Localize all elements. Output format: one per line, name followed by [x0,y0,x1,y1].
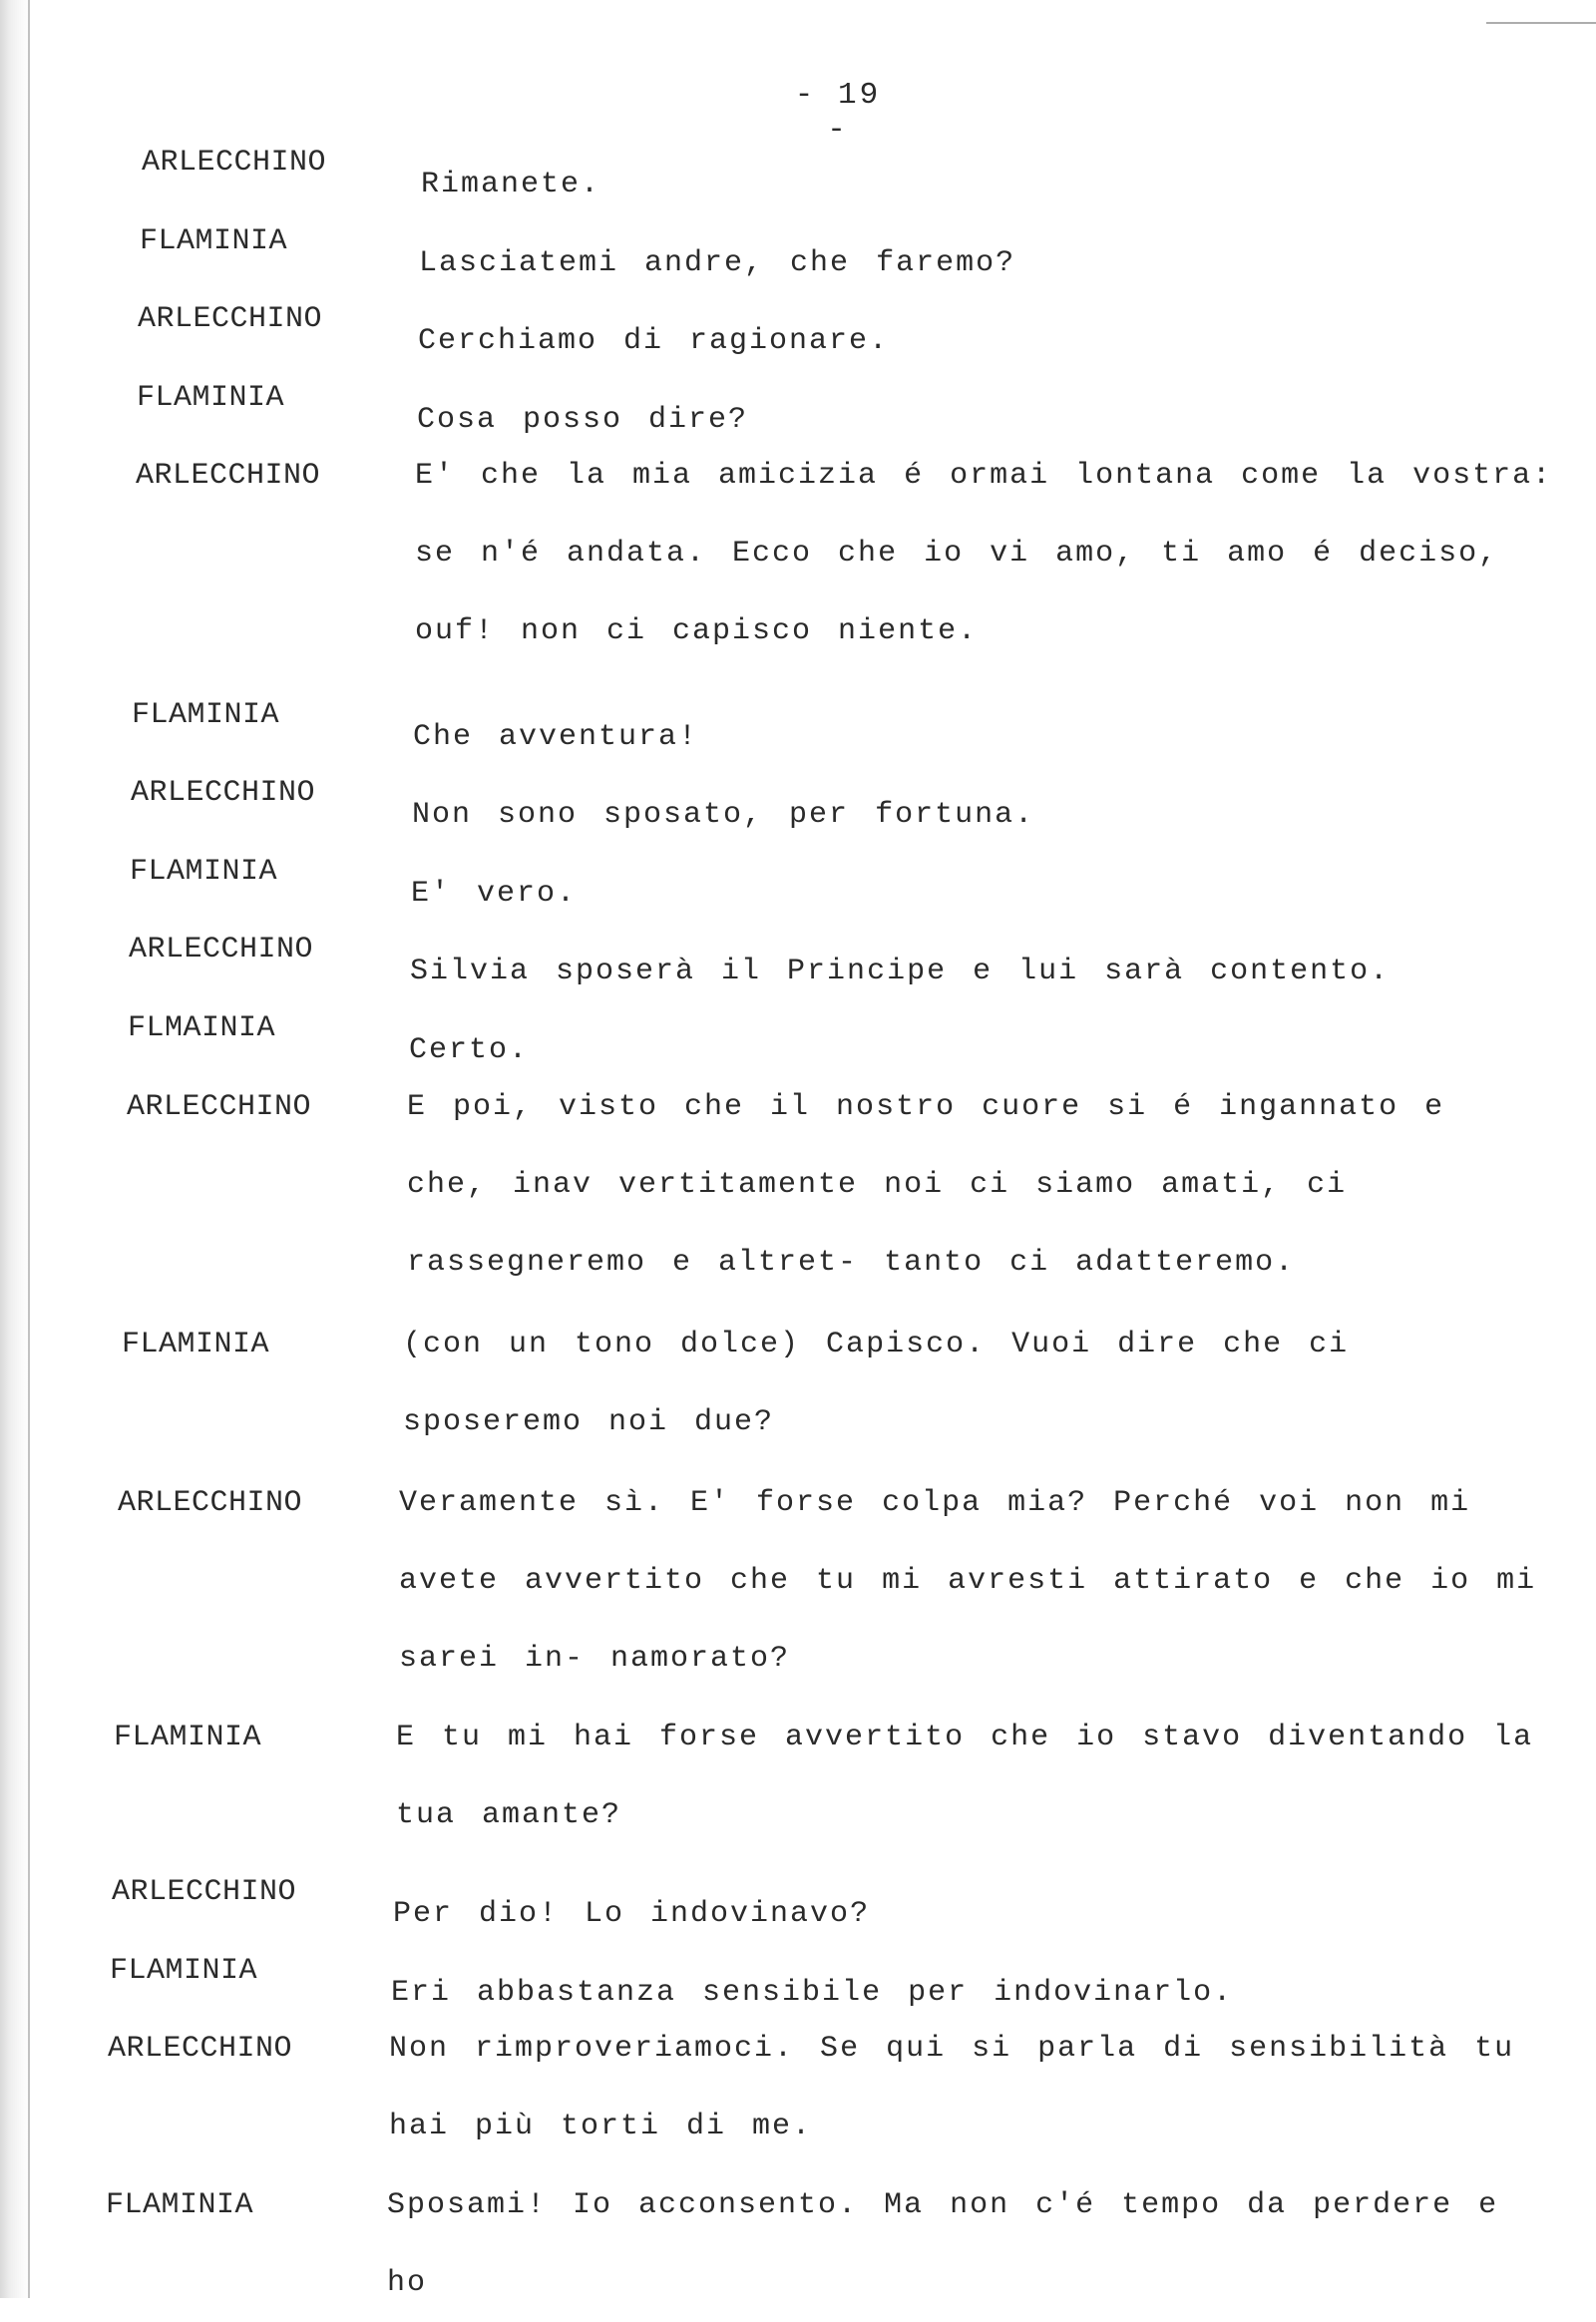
speech-text: E' vero. [411,877,578,911]
speech-text: Sposami! Io acconsento. Ma non c'é tempo da perdere e ho [387,2188,1499,2300]
speech-text: Silvia sposerà il Principe e lui sarà contento. [410,955,1391,988]
speech-text: Non rimproveriamoci. Se qui si parla di sensibilità tu hai più torti di me. [389,2032,1515,2143]
speech-text: Rimanete. [421,168,601,201]
speech-text: Veramente sì. E' forse colpa mia? Perché voi non mi avete avvertito che tu mi avresti attirato e che io mi sarei in- namorato? [399,1486,1537,1676]
speaker-name: ARLECCHINO [129,933,314,967]
speaker-name: ARLECCHINO [118,1486,303,1520]
speaker-name: ARLECCHINO [142,146,327,180]
speaker-name: FLAMINIA [122,1328,270,1361]
speech-text: E poi, visto che il nostro cuore si é ingannato e che, inav vertitamente noi ci siamo amati, ci rassegneremo e altret- tanto ci adatteremo. [407,1090,1445,1280]
speaker-name: FLAMINIA [132,698,280,732]
speaker-name: ARLECCHINO [108,2032,293,2066]
speech-text: Che avventura! [413,720,699,754]
speech-text: Cosa posso dire? [417,403,749,437]
speaker-name: FLAMINIA [140,224,288,258]
page-number: - 19 - [794,78,882,148]
speaker-name: FLAMINIA [114,1721,262,1754]
speech-text: E tu mi hai forse avvertito che io stavo diventando la tua amante? [396,1721,1534,1832]
speaker-name: ARLECCHINO [138,302,323,336]
speaker-name: FLAMINIA [130,855,278,889]
speaker-name: FLMAINIA [128,1011,276,1045]
speech-text: Cerchiamo di ragionare. [418,324,890,358]
speaker-name: ARLECCHINO [136,459,321,493]
speech-text: Eri abbastanza sensibile per indovinarlo. [391,1976,1234,2010]
speaker-name: FLAMINIA [137,381,285,415]
speaker-name: ARLECCHINO [112,1875,297,1909]
speaker-name: FLAMINIA [110,1954,258,1988]
speech-text: Lasciatemi andre, che faremo? [419,246,1016,280]
speech-text: Certo. [409,1033,530,1067]
speech-text: (con un tono dolce) Capisco. Vuoi dire che ci sposeremo noi due? [403,1328,1350,1439]
speech-text: E' che la mia amicizia é ormai lontana come la vostra: se n'é andata. Ecco che io vi amo, ti amo é deciso, ouf! non ci capisco niente. [415,459,1553,648]
speaker-name: ARLECCHINO [127,1090,312,1124]
speech-text: Non sono sposato, per fortuna. [412,798,1035,832]
speaker-name: ARLECCHINO [131,776,316,810]
speech-text: Per dio! Lo indovinavo? [393,1897,871,1931]
speaker-name: FLAMINIA [106,2188,254,2222]
